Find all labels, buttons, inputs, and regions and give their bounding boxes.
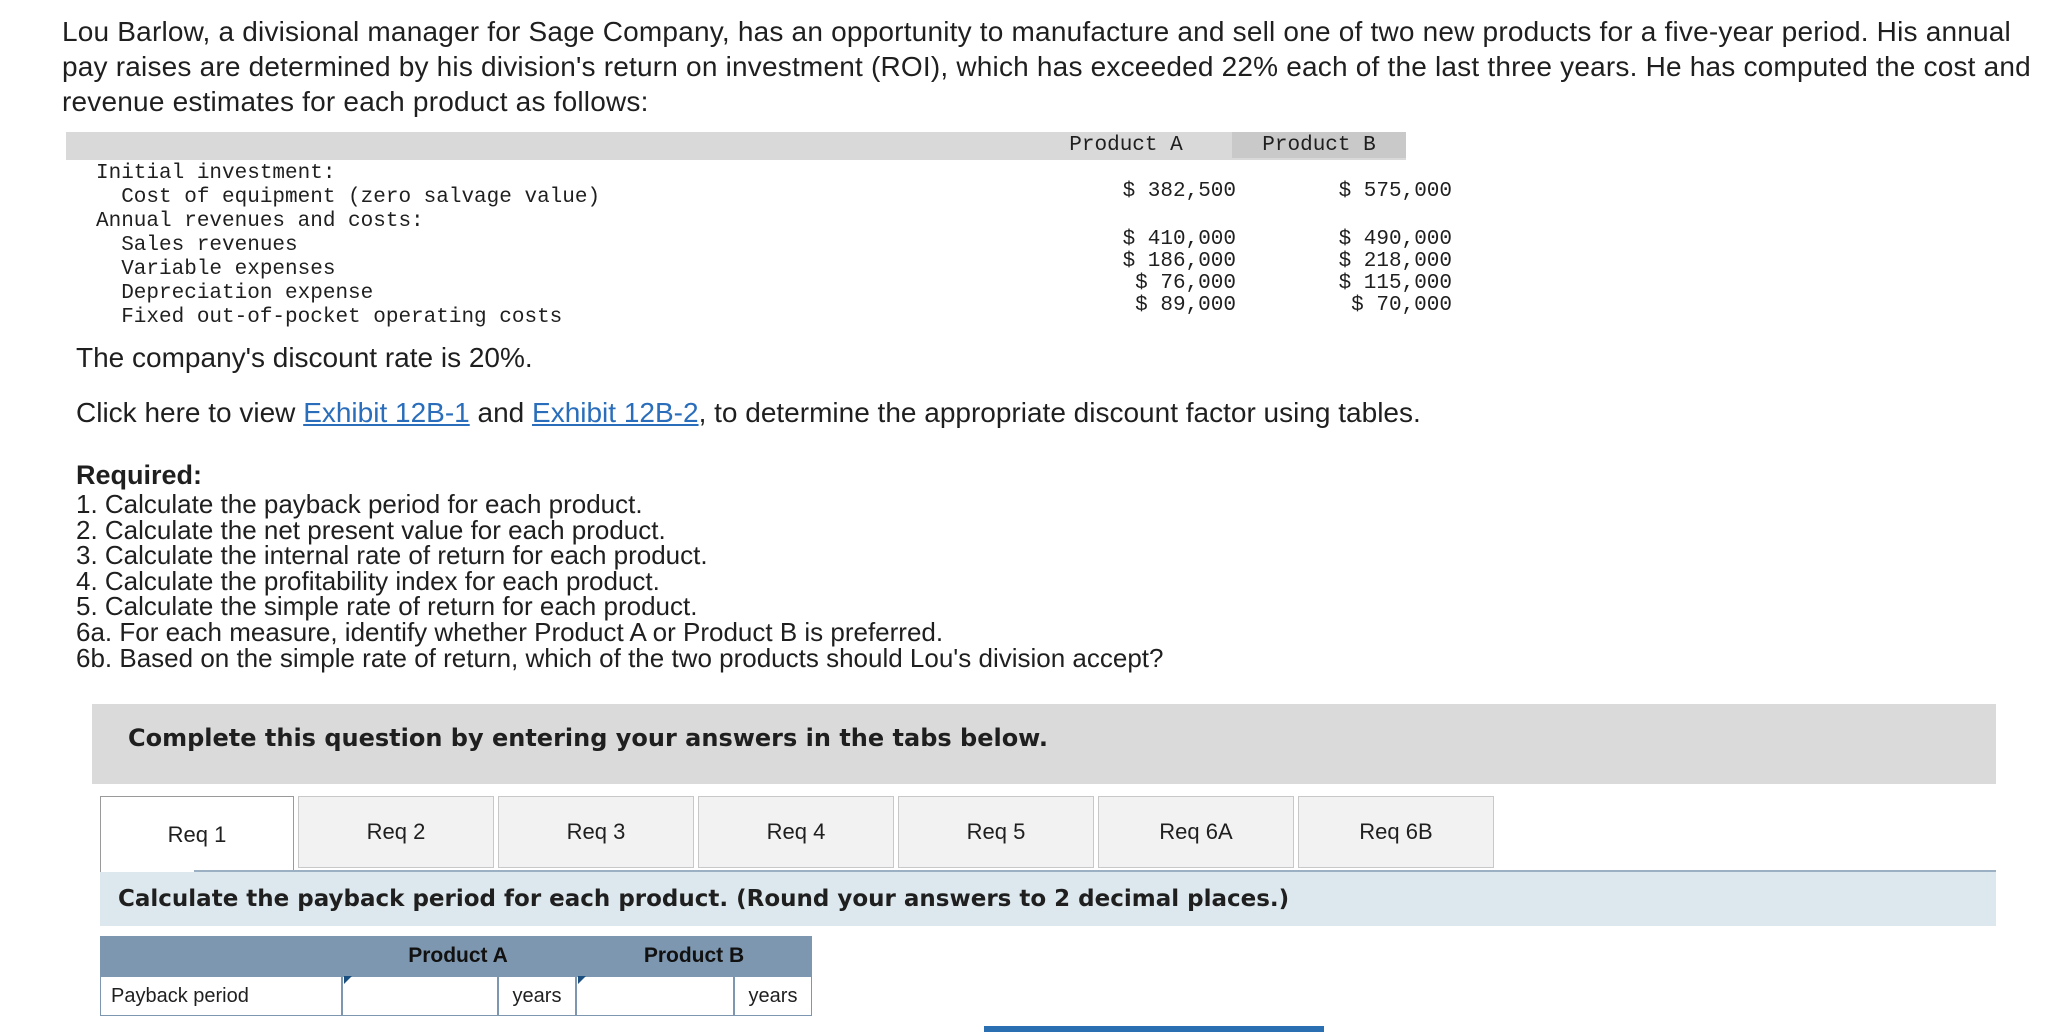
value-product-a: $ 382,500 xyxy=(1122,180,1236,203)
payback-product-a-input[interactable] xyxy=(342,976,498,1016)
click-prefix: Click here to view xyxy=(76,397,304,428)
required-item: 3. Calculate the internal rate of return for each product. xyxy=(76,540,708,571)
answer-header-blank xyxy=(100,936,340,976)
row-label: Fixed out-of-pocket operating costs xyxy=(96,306,563,329)
exhibit-12b-1-link[interactable]: Exhibit 12B-1 xyxy=(303,397,470,428)
tab-req-3[interactable]: Req 3 xyxy=(498,796,694,868)
row-label: Cost of equipment (zero salvage value) xyxy=(96,186,601,209)
required-title: Required: xyxy=(76,460,203,490)
payback-period-label: Payback period xyxy=(100,976,342,1016)
value-product-b: $ 575,000 xyxy=(1338,180,1452,203)
instruction-bar xyxy=(100,872,1996,926)
tab-req-2[interactable]: Req 2 xyxy=(298,796,494,868)
col-header-product-b: Product B xyxy=(1232,132,1406,158)
required-list xyxy=(76,489,1164,673)
unit-label-b: years xyxy=(734,976,812,1016)
value-product-a: $ 76,000 xyxy=(1135,272,1236,295)
col-header-product-a: Product A xyxy=(1069,134,1183,157)
input-marker-icon xyxy=(344,976,352,984)
value-product-a: $ 410,000 xyxy=(1122,228,1236,251)
value-product-b: $ 218,000 xyxy=(1338,250,1452,273)
answer-col-product-a: Product A xyxy=(340,936,576,976)
required-item: 6b. Based on the simple rate of return, which of the two products should Lou's division accept? xyxy=(76,642,1164,673)
value-product-a: $ 89,000 xyxy=(1135,294,1236,317)
required-item: 6a. For each measure, identify whether Product A or Product B is preferred. xyxy=(76,616,944,647)
row-label: Annual revenues and costs: xyxy=(96,210,424,233)
click-suffix: , to determine the appropriate discount factor using tables. xyxy=(698,397,1421,428)
value-product-b: $ 115,000 xyxy=(1338,272,1452,295)
instruction-text: Calculate the payback period for each product. (Round your answers to 2 decimal places.) xyxy=(118,886,1290,912)
required-section xyxy=(76,458,1163,671)
exhibit-12b-2-link[interactable]: Exhibit 12B-2 xyxy=(532,397,699,428)
answer-col-product-b: Product B xyxy=(576,936,812,976)
required-item: 2. Calculate the net present value for each product. xyxy=(76,514,666,545)
required-item: 4. Calculate the profitability index for each product. xyxy=(76,565,660,596)
discount-rate-text: The company's discount rate is 20%. xyxy=(76,342,533,373)
problem-intro: Lou Barlow, a divisional manager for Sage Company, has an opportunity to manufacture and sell one of two new products for a five-year period. His annual pay raises are determined by his division's return on investment (ROI), which has exceeded 22% each of the last three years. He has computed the cost and revenue estimates for each product as follows: xyxy=(62,16,2031,117)
payback-product-b-input[interactable] xyxy=(576,976,734,1016)
exhibit-links-line xyxy=(76,397,1421,429)
requirement-tabs xyxy=(100,796,1996,870)
row-label: Variable expenses xyxy=(96,258,336,281)
row-label: Sales revenues xyxy=(96,234,298,257)
complete-question-banner xyxy=(92,704,1996,784)
cost-revenue-table xyxy=(66,132,1452,330)
value-product-a: $ 186,000 xyxy=(1122,250,1236,273)
row-label: Initial investment: xyxy=(96,162,336,185)
tab-req-1[interactable]: Req 1 xyxy=(100,796,294,872)
value-product-b: $ 490,000 xyxy=(1338,228,1452,251)
required-item: 5. Calculate the simple rate of return for each product. xyxy=(76,591,698,622)
tab-req-5[interactable]: Req 5 xyxy=(898,796,1094,868)
complete-question-text: Complete this question by entering your answers in the tabs below. xyxy=(128,724,1048,752)
input-marker-icon xyxy=(578,976,586,984)
next-button-edge[interactable] xyxy=(984,1026,1324,1032)
value-product-b: $ 70,000 xyxy=(1351,294,1452,317)
tab-req-6a[interactable]: Req 6A xyxy=(1098,796,1294,868)
unit-label-a: years xyxy=(498,976,576,1016)
click-middle: and xyxy=(469,397,533,428)
row-label: Depreciation expense xyxy=(96,282,374,305)
tab-req-6b[interactable]: Req 6B xyxy=(1298,796,1494,868)
tab-req-4[interactable]: Req 4 xyxy=(698,796,894,868)
required-item: 1. Calculate the payback period for each product. xyxy=(76,489,643,519)
